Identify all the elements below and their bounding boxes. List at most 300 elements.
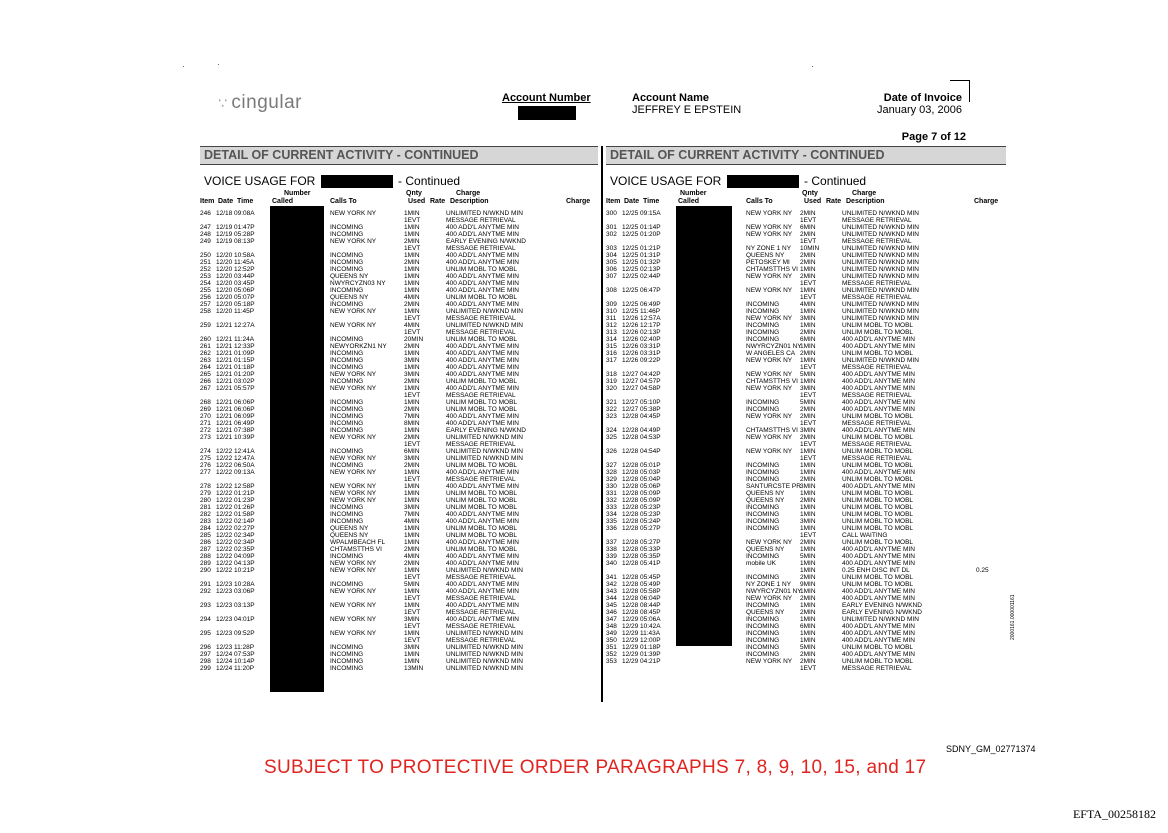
cell-time: 01:09P <box>234 350 255 357</box>
table-row <box>200 602 598 609</box>
cell-description: 400 ADD'L ANYTME MIN <box>446 231 519 238</box>
cell-calls-to: QUEENS NY <box>330 294 369 301</box>
cell-time: 01:20P <box>234 371 255 378</box>
panel-title: DETAIL OF CURRENT ACTIVITY - CONTINUED <box>200 146 598 165</box>
cell-description: UNLIM MOBL TO MOBL <box>842 511 914 518</box>
table-row <box>200 574 598 581</box>
cell-time: 05:35P <box>640 553 661 560</box>
cell-item: 263 <box>200 357 211 364</box>
cell-calls-to: NWYRCYZN03 NY <box>330 280 386 287</box>
cell-date: 12/23 <box>216 588 233 595</box>
cell-used: 2MIN <box>404 259 420 266</box>
cell-calls-to: INCOMING <box>746 511 780 518</box>
cell-item: 331 <box>606 490 617 497</box>
table-row <box>200 217 598 224</box>
cell-calls-to: INCOMING <box>330 413 364 420</box>
cell-time: 02:13P <box>640 266 661 273</box>
cell-time: 11:28P <box>234 644 255 651</box>
cell-used: 6MIN <box>800 224 816 231</box>
col-header-used: Used <box>804 198 822 205</box>
cell-time: 04:09P <box>234 553 255 560</box>
cell-description: MESSAGE RETRIEVAL <box>446 574 516 581</box>
cell-calls-to: INCOMING <box>330 259 364 266</box>
cell-description: MESSAGE RETRIEVAL <box>842 280 912 287</box>
table-row <box>606 266 1006 273</box>
cell-description: MESSAGE RETRIEVAL <box>446 609 516 616</box>
table-row <box>200 546 598 553</box>
cell-used: 2MIN <box>800 658 816 665</box>
cell-description: 400 ADD'L ANYTME MIN <box>446 602 519 609</box>
corner-rule <box>950 80 970 81</box>
cell-item: 247 <box>200 224 211 231</box>
table-row <box>606 392 1006 399</box>
cell-description: 400 ADD'L ANYTME MIN <box>446 553 519 560</box>
cell-calls-to: INCOMING <box>330 644 364 651</box>
table-row <box>200 504 598 511</box>
col-header-called: Called <box>272 198 294 205</box>
cell-date: 12/22 <box>216 483 233 490</box>
cell-date: 12/27 <box>622 399 639 406</box>
table-row <box>200 637 598 644</box>
cell-description: 400 ADD'L ANYTME MIN <box>446 581 519 588</box>
cell-item: 302 <box>606 231 617 238</box>
voice-usage-suffix: - Continued <box>804 174 867 188</box>
cell-item: 329 <box>606 476 617 483</box>
table-row <box>606 273 1006 280</box>
cell-item: 353 <box>606 658 617 665</box>
voice-usage-label: VOICE USAGE FOR <box>610 174 722 188</box>
cell-calls-to: NEW YORK NY <box>330 560 377 567</box>
cell-date: 12/25 <box>622 210 639 217</box>
table-row <box>606 308 1006 315</box>
cell-time: 06:47P <box>640 287 661 294</box>
cell-time: 09:08A <box>234 210 255 217</box>
cell-used: 1MIN <box>404 224 420 231</box>
cell-date: 12/25 <box>622 245 639 252</box>
table-row <box>606 518 1006 525</box>
cell-calls-to: INCOMING <box>330 518 364 525</box>
cell-calls-to: INCOMING <box>330 665 364 672</box>
cell-date: 12/28 <box>622 581 639 588</box>
cell-used: 1MIN <box>404 539 420 546</box>
cell-date: 12/21 <box>216 434 233 441</box>
table-row <box>200 266 598 273</box>
table-row <box>200 595 598 602</box>
cell-used: 1MIN <box>800 308 816 315</box>
cell-description: 400 ADD'L ANYTME MIN <box>842 483 915 490</box>
cell-date: 12/28 <box>622 497 639 504</box>
table-row <box>606 357 1006 364</box>
table-row <box>606 588 1006 595</box>
cell-date: 12/22 <box>216 546 233 553</box>
cell-description: 400 ADD'L ANYTME MIN <box>446 588 519 595</box>
cell-item: 252 <box>200 266 211 273</box>
cell-used: 1EVT <box>404 609 421 616</box>
cell-calls-to: NEW YORK NY <box>330 385 377 392</box>
cell-used: 3MIN <box>800 427 816 434</box>
table-row <box>606 630 1006 637</box>
cell-description: UNLIM MOBL TO MOBL <box>842 539 914 546</box>
cell-time: 05:09P <box>640 490 661 497</box>
cell-description: UNLIM MOBL TO MOBL <box>446 546 518 553</box>
cell-used: 1MIN <box>404 532 420 539</box>
cell-calls-to: INCOMING <box>330 224 364 231</box>
cell-calls-to: INCOMING <box>746 616 780 623</box>
cell-calls-to: INCOMING <box>746 399 780 406</box>
cell-used: 1EVT <box>800 455 817 462</box>
cell-calls-to: NEW YORK NY <box>746 224 793 231</box>
cell-description: 400 ADD'L ANYTME MIN <box>446 259 519 266</box>
table-row <box>200 518 598 525</box>
cell-used: 1EVT <box>800 364 817 371</box>
cell-calls-to: INCOMING <box>330 336 364 343</box>
cell-used: 2MIN <box>404 301 420 308</box>
cell-calls-to: INCOMING <box>330 357 364 364</box>
cell-item: 335 <box>606 518 617 525</box>
cell-date: 12/28 <box>622 427 639 434</box>
cell-date: 12/28 <box>622 469 639 476</box>
cell-item: 278 <box>200 483 211 490</box>
cell-time: 01:14P <box>640 224 661 231</box>
cell-time: 06:04P <box>640 595 661 602</box>
table-row <box>200 462 598 469</box>
cell-calls-to: INCOMING <box>746 602 780 609</box>
table-row <box>606 469 1006 476</box>
cell-date: 12/19 <box>216 238 233 245</box>
table-row <box>200 294 598 301</box>
cell-calls-to: NY ZONE 1 NY <box>746 581 792 588</box>
cell-date: 12/28 <box>622 490 639 497</box>
cell-used: 1MIN <box>404 525 420 532</box>
cell-used: 1MIN <box>800 630 816 637</box>
cell-used: 1MIN <box>800 511 816 518</box>
table-row <box>606 483 1006 490</box>
cell-date: 12/22 <box>216 462 233 469</box>
cell-time: 09:15A <box>640 210 661 217</box>
cell-description: 400 ADD'L ANYTME MIN <box>446 301 519 308</box>
cell-item: 285 <box>200 532 211 539</box>
cell-item: 324 <box>606 427 617 434</box>
table-row <box>200 308 598 315</box>
table-row <box>606 399 1006 406</box>
col-header-charge-top: Charge <box>456 190 481 197</box>
cell-used: 1MIN <box>800 448 816 455</box>
col-header-date: Date <box>218 198 234 205</box>
cell-used: 3MIN <box>404 371 420 378</box>
cell-date: 12/20 <box>216 294 233 301</box>
cell-date: 12/25 <box>622 287 639 294</box>
cell-item: 349 <box>606 630 617 637</box>
table-row <box>200 385 598 392</box>
table-row <box>606 427 1006 434</box>
cell-item: 291 <box>200 581 211 588</box>
cell-description: 400 ADD'L ANYTME MIN <box>842 336 915 343</box>
cell-used: 3MIN <box>404 357 420 364</box>
cell-calls-to: NEW YORK NY <box>330 308 377 315</box>
cell-calls-to: NEW YORK NY <box>746 273 793 280</box>
cell-date: 12/21 <box>216 385 233 392</box>
cell-used: 1MIN <box>800 525 816 532</box>
cell-item: 277 <box>200 469 211 476</box>
cell-date: 12/28 <box>622 462 639 469</box>
cell-time: 04:53P <box>640 434 661 441</box>
cell-used: 1EVT <box>404 637 421 644</box>
cell-date: 12/28 <box>622 434 639 441</box>
cell-description: UNLIMITED N/WKND MIN <box>842 245 919 252</box>
cell-used: 1MIN <box>800 637 816 644</box>
cell-calls-to: INCOMING <box>330 504 364 511</box>
cell-item: 327 <box>606 462 617 469</box>
table-row <box>200 455 598 462</box>
cell-date: 12/23 <box>216 602 233 609</box>
cell-item: 272 <box>200 427 211 434</box>
cell-used: 1EVT <box>404 476 421 483</box>
cell-item: 341 <box>606 574 617 581</box>
cell-description: 400 ADD'L ANYTME MIN <box>446 616 519 623</box>
cell-calls-to: INCOMING <box>330 420 364 427</box>
cell-description: UNLIMITED N/WKND MIN <box>842 224 919 231</box>
cell-used: 3MIN <box>800 483 816 490</box>
cell-item: 308 <box>606 287 617 294</box>
cell-used: 1EVT <box>404 245 421 252</box>
cell-used: 6MIN <box>404 448 420 455</box>
cell-description: 400 ADD'L ANYTME MIN <box>446 343 519 350</box>
cell-description: 400 ADD'L ANYTME MIN <box>842 595 915 602</box>
cell-date: 12/24 <box>216 665 233 672</box>
voice-usage-heading <box>610 174 866 188</box>
cell-item: 330 <box>606 483 617 490</box>
cell-date: 12/27 <box>622 385 639 392</box>
cell-calls-to: QUEENS NY <box>330 532 369 539</box>
cell-time: 03:45P <box>234 280 255 287</box>
cell-item: 325 <box>606 434 617 441</box>
cell-description: 400 ADD'L ANYTME MIN <box>446 385 519 392</box>
cell-calls-to: INCOMING <box>330 378 364 385</box>
table-row <box>200 238 598 245</box>
cell-used: 3MIN <box>404 504 420 511</box>
cell-used: 2MIN <box>404 378 420 385</box>
cell-calls-to: NEW YORK NY <box>330 322 377 329</box>
cell-calls-to: mobile UK <box>746 560 776 567</box>
cell-calls-to: SANTURCSTE PR <box>746 483 801 490</box>
cell-calls-to: INCOMING <box>746 308 780 315</box>
cell-time: 05:04P <box>640 476 661 483</box>
table-row <box>606 259 1006 266</box>
table-row <box>200 532 598 539</box>
cell-time: 02:34P <box>234 532 255 539</box>
cell-time: 04:01P <box>234 616 255 623</box>
cell-item: 315 <box>606 343 617 350</box>
table-row <box>200 252 598 259</box>
cell-calls-to: INCOMING <box>330 364 364 371</box>
cell-description: UNLIMITED N/WKND MIN <box>446 210 523 217</box>
cell-item: 259 <box>200 322 211 329</box>
cell-date: 12/29 <box>622 623 639 630</box>
cell-time: 12:58P <box>234 483 255 490</box>
cell-item: 337 <box>606 539 617 546</box>
col-header-description: Description <box>450 198 489 205</box>
cell-time: 10:14P <box>234 658 255 665</box>
voice-usage-label: VOICE USAGE FOR <box>204 174 316 188</box>
cell-description: UNLIM MOBL TO MOBL <box>842 329 914 336</box>
cell-used: 3MIN <box>800 315 816 322</box>
cell-item: 269 <box>200 406 211 413</box>
cell-used: 1EVT <box>800 217 817 224</box>
table-row <box>606 378 1006 385</box>
cell-description: UNLIMITED N/WKND MIN <box>842 357 919 364</box>
table-row <box>200 665 598 672</box>
cell-description: UNLIMITED N/WKND MIN <box>842 231 919 238</box>
cell-item: 312 <box>606 322 617 329</box>
cell-used: 1MIN <box>404 287 420 294</box>
cell-calls-to: INCOMING <box>330 651 364 658</box>
table-row <box>606 210 1006 217</box>
cell-item: 250 <box>200 252 211 259</box>
cell-description: UNLIM MOBL TO MOBL <box>842 462 914 469</box>
cell-description: 400 ADD'L ANYTME MIN <box>446 371 519 378</box>
cell-used: 5MIN <box>800 399 816 406</box>
cell-calls-to: INCOMING <box>330 553 364 560</box>
table-row <box>606 406 1006 413</box>
cell-used: 4MIN <box>404 553 420 560</box>
cell-date: 12/22 <box>216 553 233 560</box>
cell-description: UNLIM MOBL TO MOBL <box>446 266 518 273</box>
cell-date: 12/22 <box>216 532 233 539</box>
cell-time: 02:40P <box>640 336 661 343</box>
cell-used: 2MIN <box>800 609 816 616</box>
cell-date: 12/24 <box>216 651 233 658</box>
cell-used: 1EVT <box>404 595 421 602</box>
cell-item: 321 <box>606 399 617 406</box>
table-row <box>606 525 1006 532</box>
cell-used: 9MIN <box>800 581 816 588</box>
cell-calls-to: INCOMING <box>746 553 780 560</box>
cell-time: 11:45A <box>234 259 255 266</box>
cell-date: 12/28 <box>622 518 639 525</box>
cell-description: 400 ADD'L ANYTME MIN <box>842 637 915 644</box>
table-row <box>200 476 598 483</box>
table-row <box>200 588 598 595</box>
cell-date: 12/23 <box>216 630 233 637</box>
cell-date: 12/28 <box>622 483 639 490</box>
cell-time: 05:18P <box>234 301 255 308</box>
cell-calls-to: NEW YORK NY <box>330 371 377 378</box>
cell-used: 1MIN <box>800 469 816 476</box>
cell-date: 12/21 <box>216 364 233 371</box>
cell-description: 400 ADD'L ANYTME MIN <box>446 560 519 567</box>
cell-description: UNLIMITED N/WKND MIN <box>842 616 919 623</box>
cell-calls-to: NEW YORK NY <box>746 231 793 238</box>
cell-date: 12/28 <box>622 539 639 546</box>
cell-calls-to: INCOMING <box>330 658 364 665</box>
cell-description: 400 ADD'L ANYTME MIN <box>842 406 915 413</box>
cell-description: 400 ADD'L ANYTME MIN <box>842 343 915 350</box>
cell-used: 1MIN <box>800 560 816 567</box>
table-row <box>606 350 1006 357</box>
cell-date: 12/21 <box>216 399 233 406</box>
cell-description: UNLIMITED N/WKND MIN <box>446 308 523 315</box>
cell-used: 2MIN <box>800 476 816 483</box>
cell-description: MESSAGE RETRIEVAL <box>446 623 516 630</box>
activity-panel-left <box>200 146 598 706</box>
cell-used: 1MIN <box>800 266 816 273</box>
cell-time: 03:44P <box>234 273 255 280</box>
cell-time: 03:31P <box>640 343 661 350</box>
col-header-rate: Rate <box>826 198 842 205</box>
cell-time: 11:46P <box>640 308 661 315</box>
panel-title: DETAIL OF CURRENT ACTIVITY - CONTINUED <box>606 146 1006 165</box>
cell-calls-to: NEWYORKZN1 NY <box>330 343 387 350</box>
cell-description: MESSAGE RETRIEVAL <box>446 245 516 252</box>
cell-date: 12/29 <box>622 658 639 665</box>
cell-item: 317 <box>606 357 617 364</box>
cell-calls-to: INCOMING <box>746 406 780 413</box>
cell-description: UNLIM MOBL TO MOBL <box>446 399 518 406</box>
cell-description: MESSAGE RETRIEVAL <box>842 294 912 301</box>
cell-used: 2MIN <box>800 539 816 546</box>
cell-time: 11:43A <box>640 630 661 637</box>
cell-calls-to: QUEENS NY <box>746 546 785 553</box>
cell-used: 2MIN <box>800 595 816 602</box>
cell-time: 06:09P <box>234 413 255 420</box>
cell-item: 281 <box>200 504 211 511</box>
cell-description: UNLIM MOBL TO MOBL <box>842 476 914 483</box>
cell-used: 1MIN <box>404 266 420 273</box>
cell-description: 400 ADD'L ANYTME MIN <box>446 364 519 371</box>
cell-used: 1MIN <box>404 308 420 315</box>
cell-item: 251 <box>200 259 211 266</box>
cell-date: 12/20 <box>216 280 233 287</box>
cell-item: 265 <box>200 371 211 378</box>
cell-used: 13MIN <box>404 665 424 672</box>
cell-description: 400 ADD'L ANYTME MIN <box>446 252 519 259</box>
cell-time: 05:01P <box>640 462 661 469</box>
cell-item: 319 <box>606 378 617 385</box>
cell-description: 400 ADD'L ANYTME MIN <box>842 399 915 406</box>
cell-used: 1MIN <box>404 567 420 574</box>
cell-item: 275 <box>200 455 211 462</box>
redaction-block <box>518 106 576 120</box>
cell-used: 6MIN <box>800 336 816 343</box>
table-row <box>606 553 1006 560</box>
cell-time: 04:45P <box>640 413 661 420</box>
cell-time: 02:34P <box>234 539 255 546</box>
cell-description: UNLIM MOBL TO MOBL <box>446 336 518 343</box>
cell-used: 1EVT <box>800 238 817 245</box>
cell-used: 2MIN <box>404 343 420 350</box>
cell-used: 1MIN <box>404 658 420 665</box>
cell-item: 304 <box>606 252 617 259</box>
bates-number: SDNY_GM_02771374 <box>946 744 1036 754</box>
cell-time: 06:49P <box>234 420 255 427</box>
cell-time: 03:31P <box>640 350 661 357</box>
cell-calls-to: NEW YORK NY <box>330 567 377 574</box>
cell-description: MESSAGE RETRIEVAL <box>446 217 516 224</box>
table-row <box>606 364 1006 371</box>
table-row <box>606 441 1006 448</box>
cell-time: 08:44P <box>640 602 661 609</box>
cell-calls-to: CHTAMSTTHS VI <box>330 546 382 553</box>
table-row <box>200 658 598 665</box>
cell-description: 400 ADD'L ANYTME MIN <box>446 357 519 364</box>
cell-description: 400 ADD'L ANYTME MIN <box>446 420 519 427</box>
cell-calls-to: CHTAMSTTHS VI <box>746 427 798 434</box>
cell-calls-to: QUEENS NY <box>330 525 369 532</box>
cell-time: 05:27P <box>640 539 661 546</box>
table-row <box>200 581 598 588</box>
cell-date: 12/29 <box>622 644 639 651</box>
table-row <box>200 623 598 630</box>
